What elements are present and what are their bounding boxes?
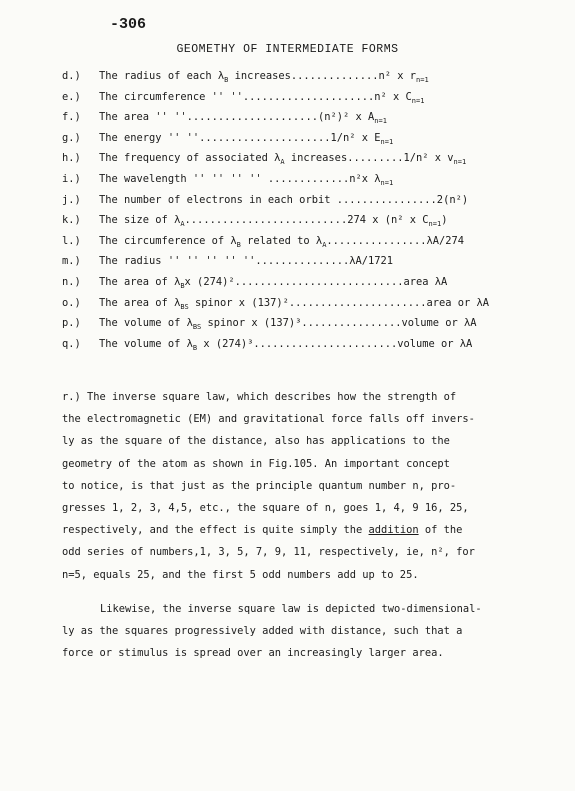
list-item: n.) The area of $\lambda_Bx$ (274)²...........................area λA	[62, 275, 448, 291]
list-item: p.) The volume of $\lambda_{BS}$ spinor x (137)³................volume or λA	[62, 317, 477, 332]
list-item: e.) The circumference '' ''.....................n² x $C_{n=1}$	[62, 90, 425, 105]
list-item: h.) The frequency of associated $\lambda_A$ increases.........1/n² x $v_{n=1}$	[62, 152, 467, 167]
list-item: i.) The wavelength '' '' '' '' .............n²x $\lambda_{n=1}$	[62, 172, 394, 188]
list-item: o.) The area of $\lambda_{BS}$ spinor x (137)²......................area or λA	[62, 296, 490, 311]
paragraph-inverse-square-law: r.) The inverse square law, which describes how the strength of the electromagnetic (EM) and gravitational force falls off invers- ly as the square of the distance, also has applications to the geometry of the atom as shown in Fig.105. An important concept to notice, is that just as the principle quantum number n, pro- gresses 1, 2, 3, 4,5, etc., the square of n, goes 1, 4, 9 16, 25, respectively, and the effect is quite simply the addition of the odd series of numbers,1, 3, 5, 7, 9, 11, respectively, ie, n², for n=5, equals 25, and the first 5 odd numbers add up to 25.	[62, 391, 475, 581]
page-title: GEOMETHY OF INTERMEDIATE FORMS	[176, 43, 399, 56]
list-item: k.) The size of $\lambda_A..........................274$ x (n² x $C_{n=1}$)	[62, 214, 448, 229]
list-item: d.) The radius of each $\lambda_B$ increases..............n² x $r_{n=1}$	[62, 70, 429, 85]
formula-list	[62, 66, 522, 354]
list-item: f.) The area '' ''.....................(n²)² x $A_{n=1}$	[62, 111, 387, 126]
list-item: q.) The volume of $\lambda_B$ x (274)³.......................volume or λA	[62, 337, 473, 352]
page-number: -306	[110, 16, 147, 33]
list-item: g.) The energy '' ''.....................1/n² x $E_{n=1}$	[62, 131, 394, 146]
paragraph-likewise: Likewise, the inverse square law is depicted two-dimensional- ly as the squares progressively added with distance, such that a force or stimulus is spread over an increasingly larger area.	[62, 603, 482, 660]
list-item: j.) The number of electrons in each orbit ................2(n²)	[62, 193, 469, 206]
list-item: l.) The circumference of $\lambda_B$ related to $\lambda_A................\lambda A/274$	[62, 234, 465, 249]
list-item: m.) The radius '' '' '' '' ''...............λA/1721	[62, 255, 394, 268]
